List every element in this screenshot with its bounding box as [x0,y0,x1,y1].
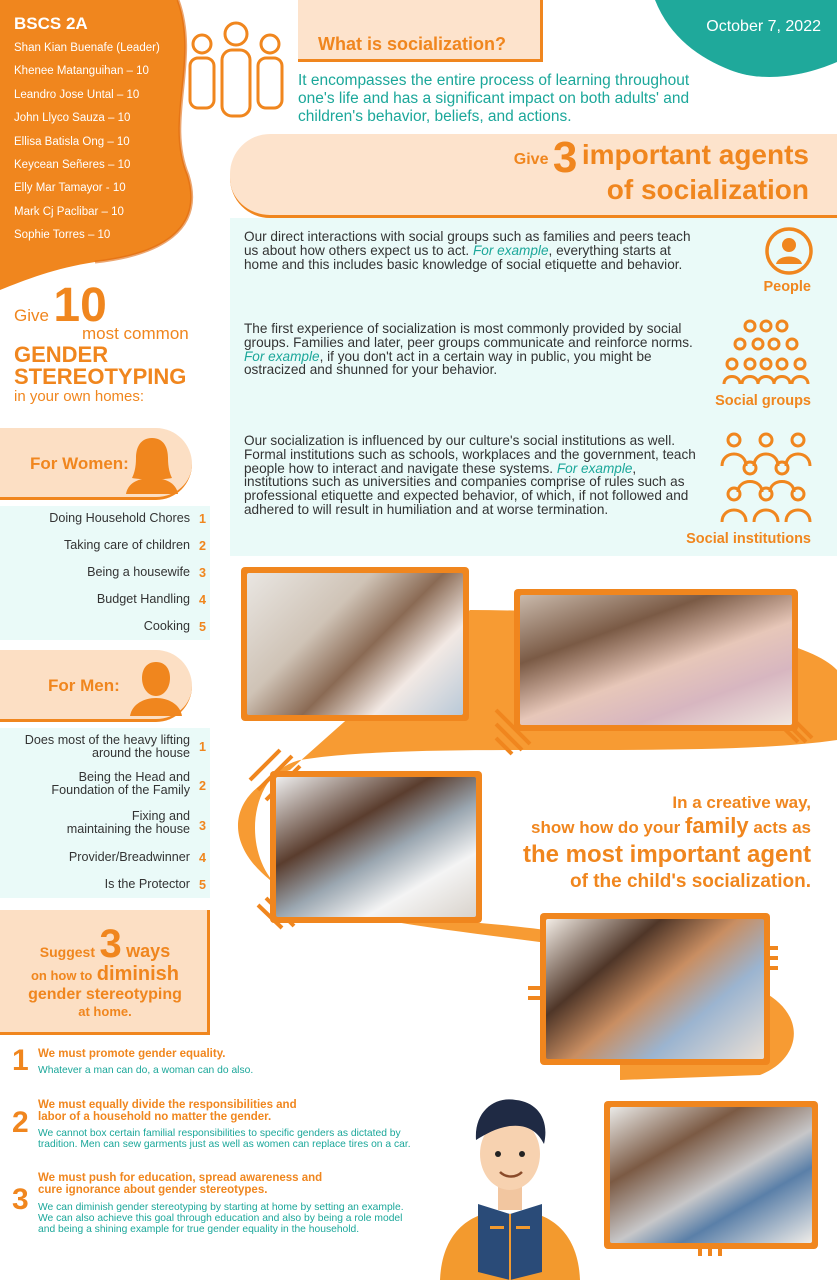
reading-man-illustration [430,1092,590,1280]
agent-people-label: People [763,279,811,295]
stereotyping-heading: Give 10 most common GENDER STEREOTYPING in your own homes: [14,279,189,405]
way-number: 2 [12,1106,29,1139]
women-item: Doing Household Chores [49,511,190,525]
men-list: Does most of the heavy lifting around the house 1 Being the Head and Foundation of the Family 2 Fixing and maintaining the house 3 Provider/Breadwinner 4 Is the Protector 5 [0,728,210,898]
women-item: Cooking [143,619,190,633]
women-item: Budget Handling [96,592,190,606]
team-member: Sophie Torres – 10 [14,229,111,242]
family-photo [241,567,469,721]
agent-institutions-text: Our socialization is influenced by our culture's social institutions as well. Formal institutions such as schools, workplaces and the government, teach people how to interact and navigate these systems. For example, institutions such as universities and companies comprise of rules such as professional etiquette and expected behavior, of which, if not followed and adhered to will result in humiliation and at worse termination. [244,433,696,517]
team-section: BSCS 2A [14,14,88,33]
agent-groups-text: The first experience of socialization is most commonly provided by social groups. Families and later, peer groups communicate and reinforce norms. For example, if you don't act in a certain way in public, you might be ostracized and shunned for your behavior. [244,321,693,378]
way-description: We cannot box certain familial responsibilities to specific genders as dictated by tradition. Men can sew garments just as well as women can replace tires on a car. [38,1128,411,1150]
women-label: For Women: [30,454,129,473]
agents-title [513,133,809,205]
family-photo [604,1101,818,1249]
socialization-description: It encompasses the entire process of learning throughout one's life and has a significant impact on both adults' and children's behavior, beliefs, and actions. [298,72,690,125]
women-list: Doing Household Chores 1 Taking care of children 2 Being a housewife 3 Budget Handling 4 Cooking 5 [0,506,210,640]
team-member: Keycean Señeres – 10 [14,158,131,171]
family-photo [270,771,482,923]
way-number: 3 [12,1183,29,1216]
team-member: Elly Mar Tamayor - 10 [14,182,126,195]
social-groups-icon [720,318,812,386]
men-item: Provider/Breadwinner [68,850,190,864]
social-institutions-icon [720,432,812,524]
way-title: We must equally divide the responsibilities and labor of a household no matter the gender. [38,1099,297,1123]
way-description: Whatever a man can do, a woman can do also. [38,1065,254,1076]
team-members [14,42,160,253]
agents-give: Give [513,151,549,168]
suggest-heading: Suggest 3 ways on how to diminish gender stereotyping at home. [28,922,182,1019]
group-people-icon [186,20,286,120]
way-title: We must promote gender equality. [38,1048,226,1060]
men-item: Is the Protector [104,877,190,891]
agent-groups-label: Social groups [715,393,811,409]
way-description: We can diminish gender stereotyping by starting at home by setting an example. We can also achieve this goal through education and also by being a role model and being a shining example for true gender equality in the household. [38,1202,404,1235]
man-icon [128,658,184,716]
team-member: Khenee Matanguihan – 10 [14,65,149,78]
date-label: October 7, 2022 [706,18,821,35]
team-member: Mark Cj Paclibar – 10 [14,205,124,218]
woman-icon [124,436,180,494]
way-number: 1 [12,1044,29,1077]
women-item: Being a housewife [87,565,190,579]
agent-institutions-label: Social institutions [686,531,811,547]
women-item: Taking care of children [63,538,190,552]
team-member: Ellisa Batisla Ong – 10 [14,135,130,148]
agent-people-text: Our direct interactions with social groups such as families and peers teach us about how others expect us to act. For example, everything starts at home and this includes basic knowledge of social etiquette and behavior. [244,229,691,272]
agents-title-line1: important agents [581,139,809,170]
agents-number: 3 [552,133,578,182]
way-title: We must push for education, spread awareness and cure ignorance about gender stereotypes. [38,1172,323,1196]
men-item: Does most of the heavy lifting around the house [24,733,190,760]
men-item: Being the Head and Foundation of the Family [51,770,190,797]
family-photo [514,589,798,731]
person-icon [764,226,814,276]
socialization-title: What is socialization? [318,34,507,54]
team-member: Shan Kian Buenafe (Leader) [14,42,160,54]
team-member: John Llyco Sauza – 10 [14,112,131,125]
men-item: Fixing and maintaining the house [66,809,190,836]
team-member: Leandro Jose Untal – 10 [14,88,140,101]
family-photo [540,913,770,1065]
agents-title-line2: of socialization [606,174,809,205]
men-label: For Men: [48,676,120,695]
creative-prompt: In a creative way, show how do your family acts as the most important agent of the child's socialization. [522,793,811,892]
